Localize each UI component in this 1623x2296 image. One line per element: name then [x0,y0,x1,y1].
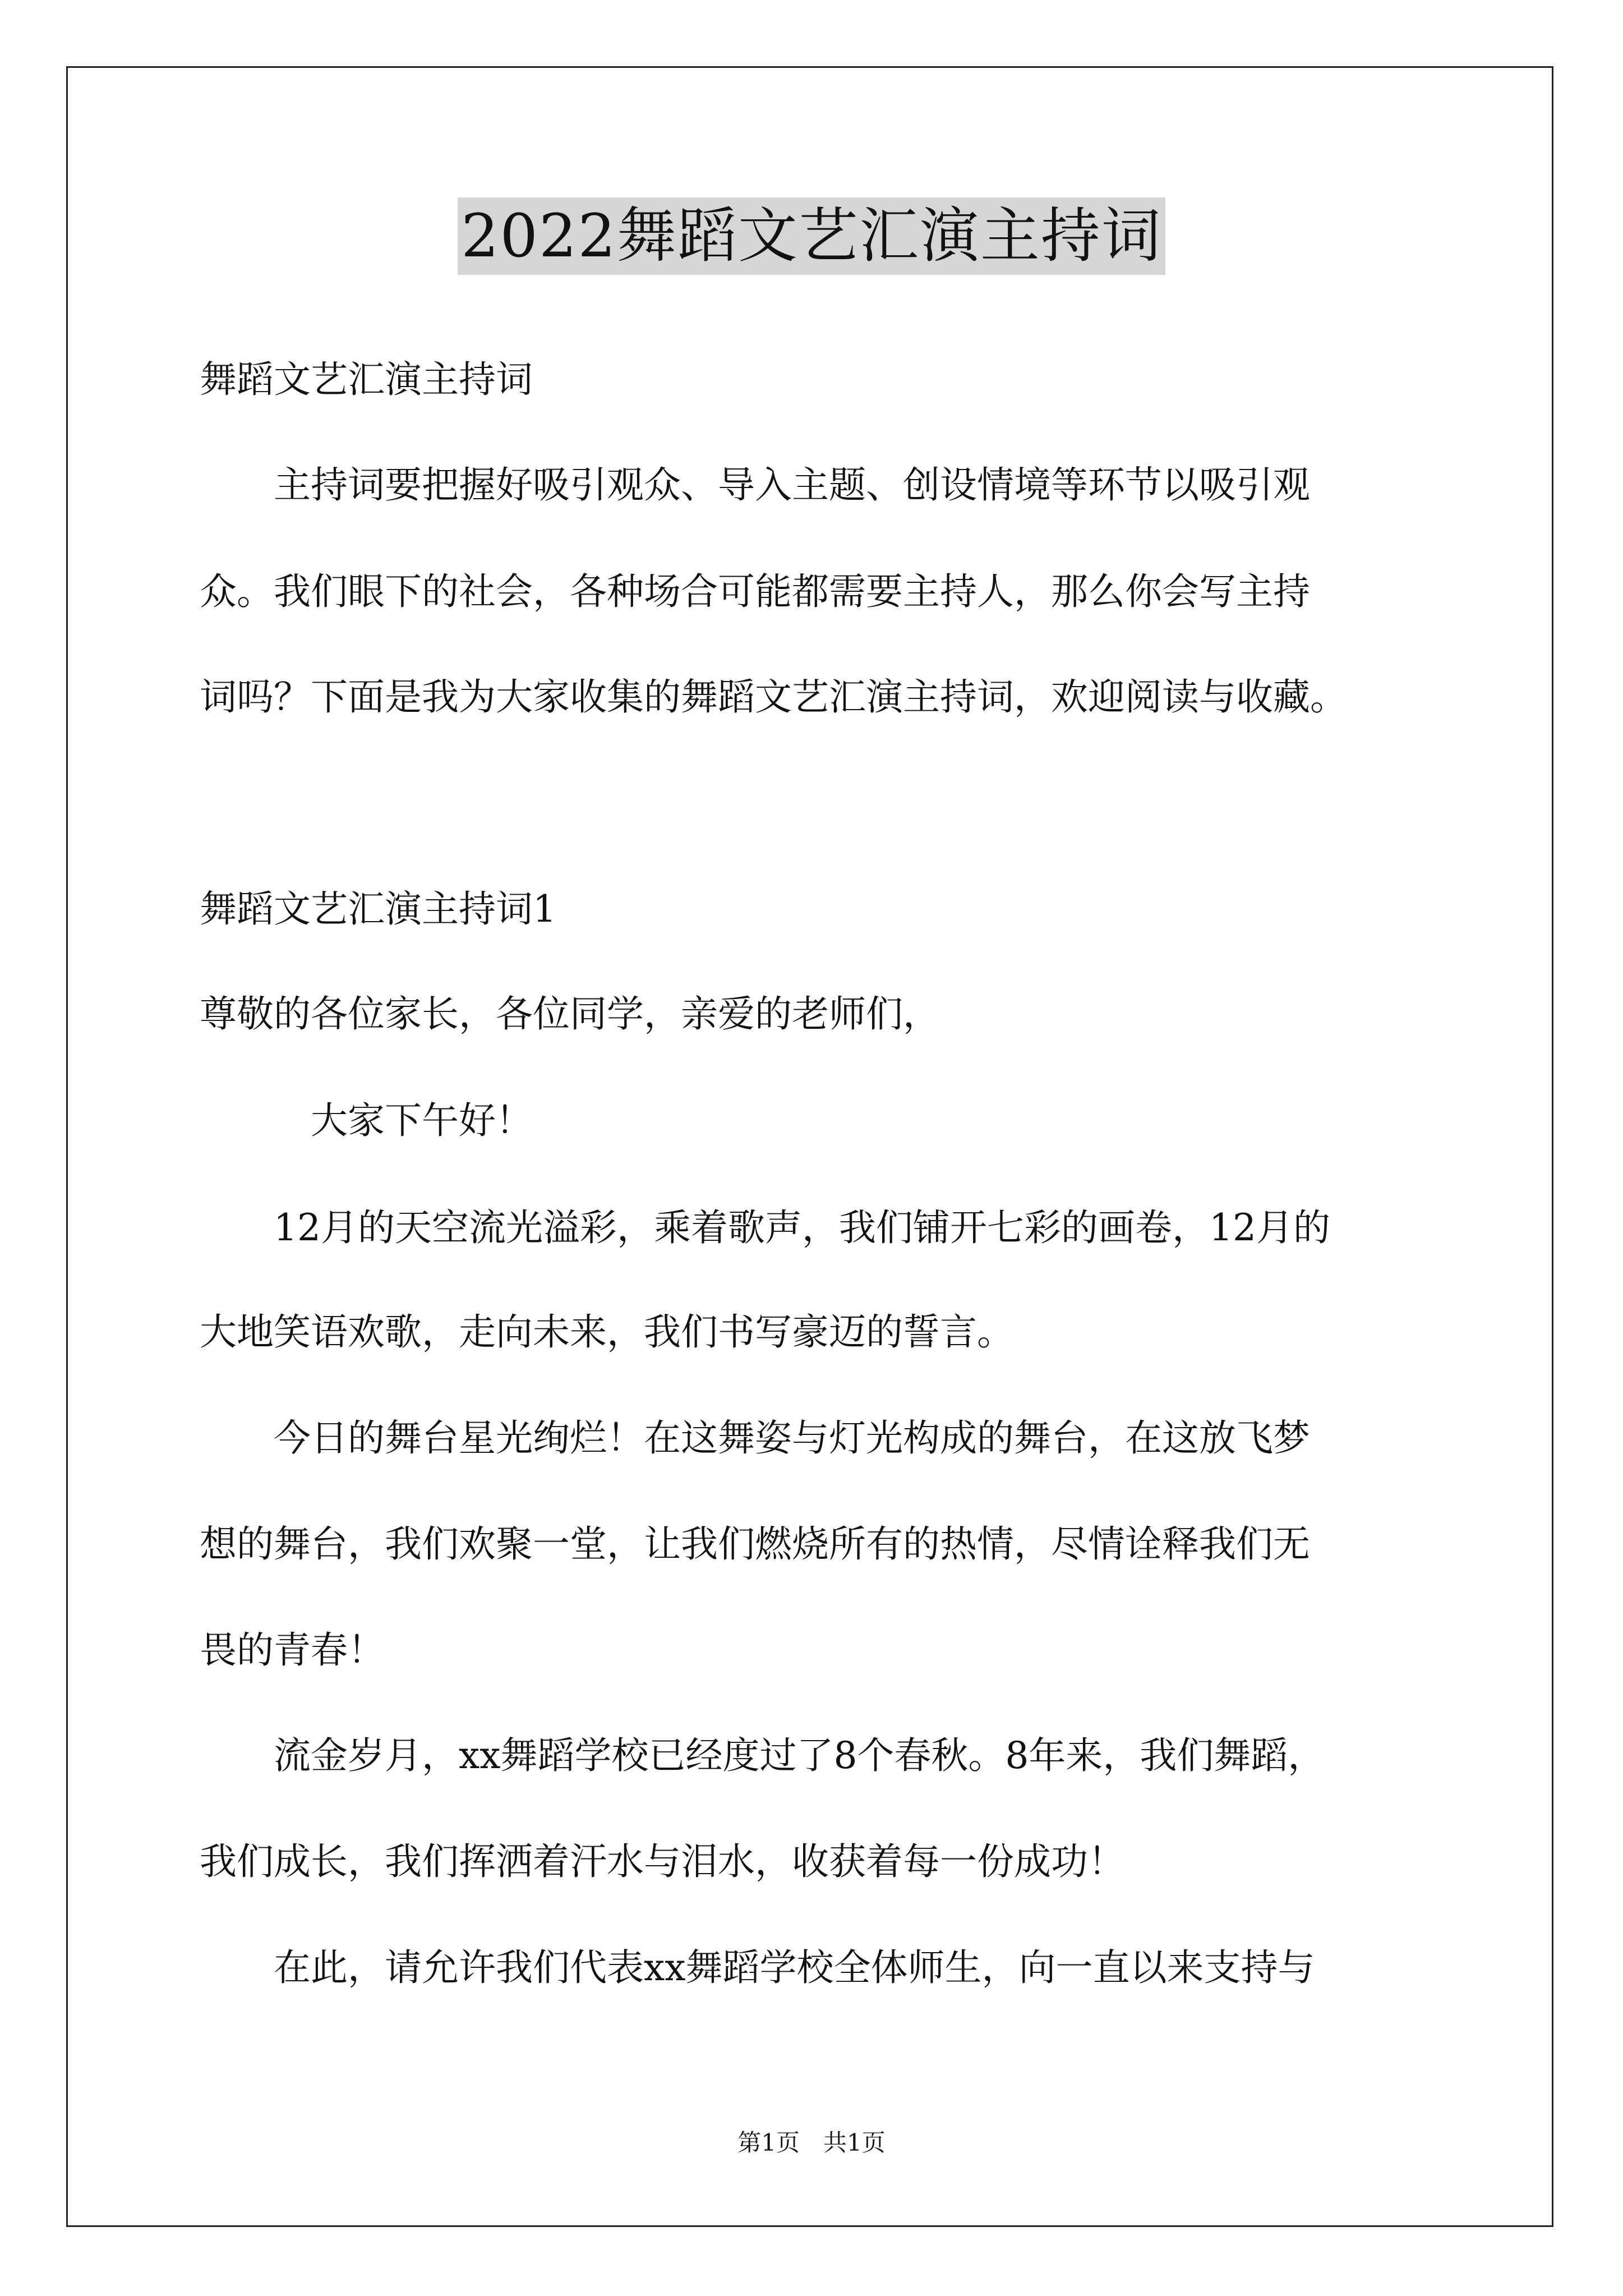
paragraph-line: 大地笑语欢歌，走向未来，我们书写豪迈的誓言。 [200,1310,1014,1354]
paragraph-line: 流金岁月，xx舞蹈学校已经度过了8个春秋。8年来，我们舞蹈， [200,1734,1325,1777]
paragraph-line: 主持词要把握好吸引观众、导入主题、创设情境等环节以吸引观 [200,463,1310,507]
paragraph-line: 在此，请允许我们代表xx舞蹈学校全体师生，向一直以来支持与 [200,1946,1315,1989]
page-footer: 第1页 共1页 [737,2129,886,2156]
section-heading: 舞蹈文艺汇演主持词1 [200,887,556,931]
paragraph-line: 畏的青春！ [200,1628,385,1672]
paragraph-line: 众。我们眼下的社会，各种场合可能都需要主持人，那么你会写主持 [200,570,1310,613]
paragraph-line: 我们成长，我们挥洒着汗水与泪水，收获着每一份成功！ [200,1840,1125,1883]
title-container [0,197,1623,275]
paragraph-line: 词吗？下面是我为大家收集的舞蹈文艺汇演主持词，欢迎阅读与收藏。 [200,675,1347,719]
paragraph-line: 今日的舞台星光绚烂！在这舞姿与灯光构成的舞台，在这放飞梦 [200,1416,1310,1460]
document-title: 2022舞蹈文艺汇演主持词 [458,197,1165,275]
subtitle-line: 舞蹈文艺汇演主持词 [200,358,533,401]
paragraph-line: 12月的天空流光溢彩，乘着歌声，我们铺开七彩的画卷，12月的 [200,1206,1330,1249]
paragraph-line: 想的舞台，我们欢聚一堂，让我们燃烧所有的热情，尽情诠释我们无 [200,1522,1310,1566]
paragraph-line: 尊敬的各位家长，各位同学，亲爱的老师们， [200,992,940,1036]
paragraph-line: 大家下午好！ [200,1099,533,1142]
